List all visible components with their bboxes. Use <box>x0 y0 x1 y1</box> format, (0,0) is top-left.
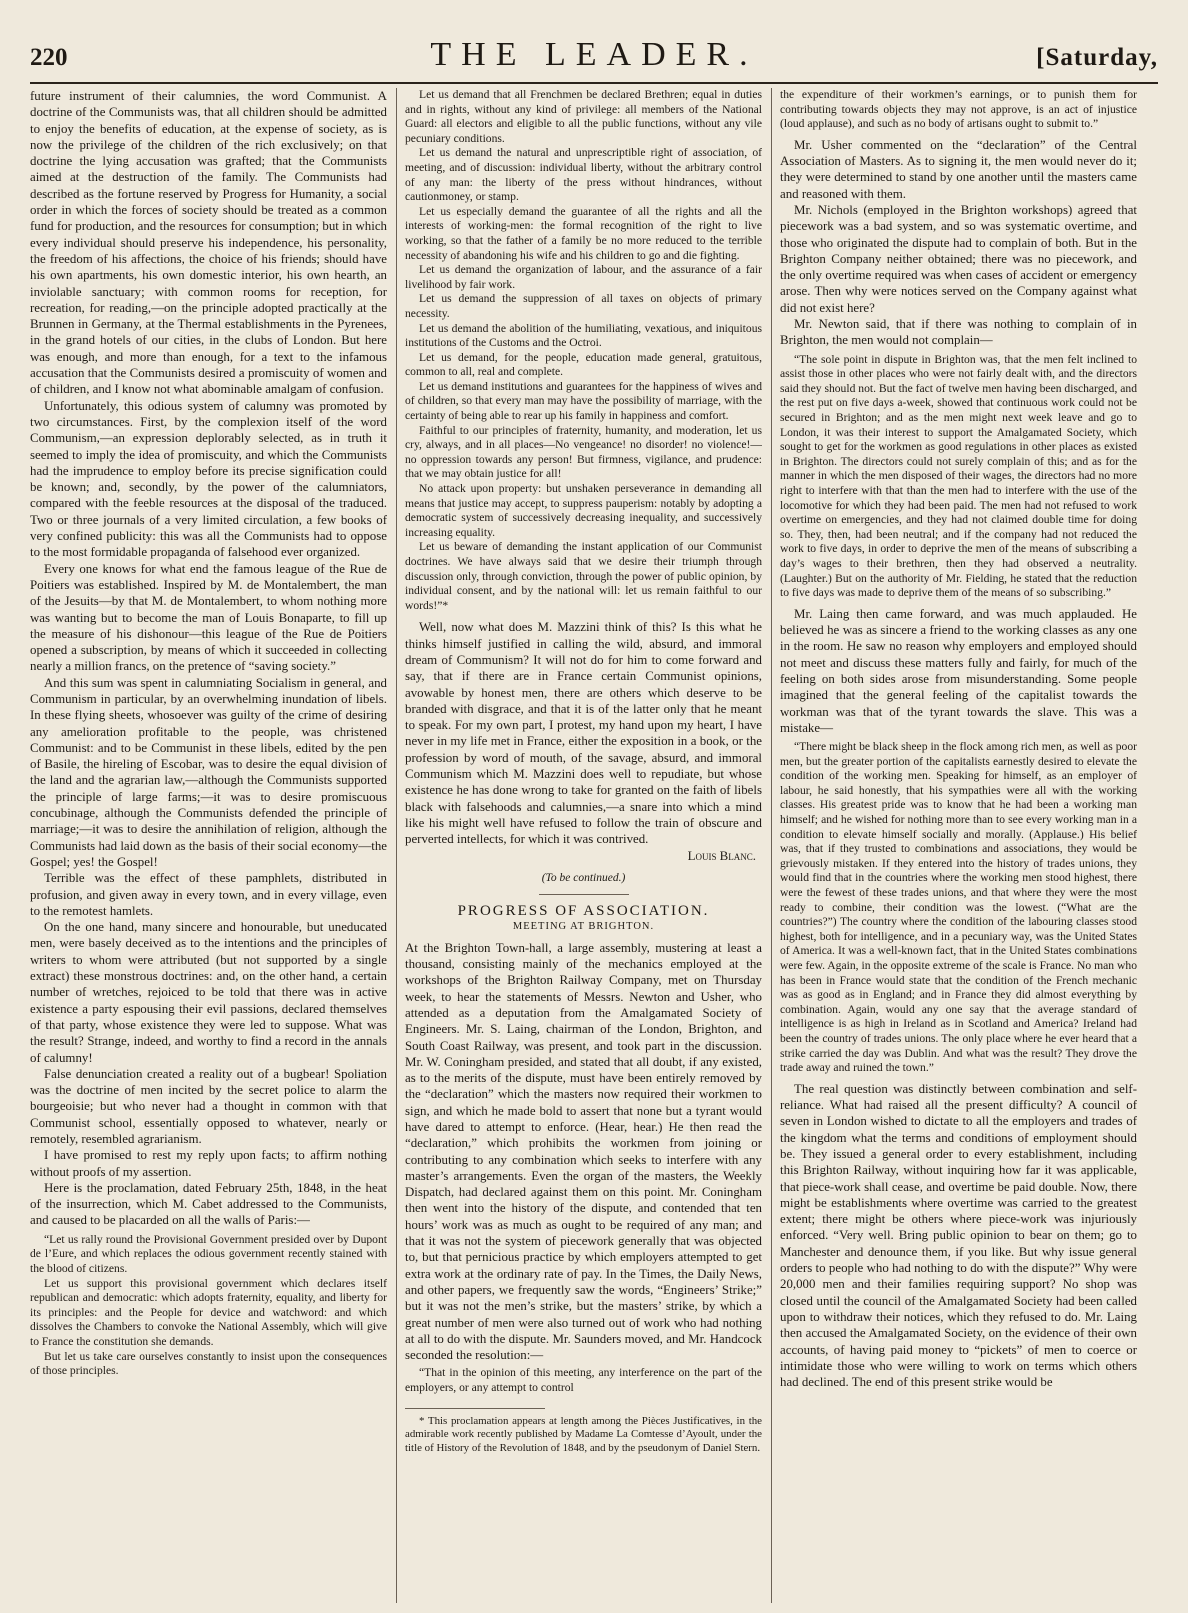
article-subheading: MEETING AT BRIGHTON. <box>512 921 655 933</box>
proclamation-quote: Let us beware of demanding the instant application of our Communist doctrines. We have always said that we desire their triumph through discussion only, through conviction, through the power of public opinion, by individual consent, and by the national will: let us remain faithful to our words!”* <box>405 540 762 612</box>
section-separator <box>539 894 629 895</box>
proclamation-quote: Let us demand institutions and guarantees for the happiness of wives and of children, so that every man may have the possibility of marriage, with the certainty of being able to rear up his family in happiness and comfort. <box>405 379 762 423</box>
paragraph: Unfortunately, this odious system of calumny was promoted by two circumstances. First, by the complexion itself of the word Communism,—an expression deplorably selected, as in truth it seemed to imply the idea of promiscuity, and which the Communists had the imprudence to employ before its precise signification could be known; and, secondly, by the power of the calumniators, compared with the feeble resources at the disposal of the traduced. Two or three journals of a very limited circulation, a few books of very confined publicity: this was all the Communists had to oppose to the most formidable propaganda of falsehood ever organized. <box>30 398 387 560</box>
proclamation-quote: No attack upon property: but unshaken perseverance in demanding all means that justice may accept, to suppress pauperism: notably by adopting a democratic system of successively decreasing inequality, and successively increasing equality. <box>405 482 762 539</box>
paragraph: Well, now what does M. Mazzini think of this? Is this what he thinks himself justified in calling the wild, absurd, and immoral dream of Communism? It will not do for him to come forward and say, that if there are in France certain Communist opinions, avowable by honest men, there are others which deserve to be branded with disgrace, and that it is of the latter only that he meant to speak. For my own part, I protest, my hand upon my heart, I have never in my life met in France, either the exposition in a book, or the profession by word of mouth, of the savage, absurd, and immoral Communism which M. Mazzini does well to repudiate, but whose existence he has done wrong to take for granted on the faith of libels black with falsehoods and calumnies,—a snare into which a mind like his might well have refused to follow the train of obscure and perverted intellects, for which it was contrived. <box>405 620 762 847</box>
paragraph: False denunciation created a reality out of a bugbear! Spoliation was the doctrine of men incited by the secret police to alarm the bourgeoisie; but who never had a thought in common with that Communist school, essentially opposed to whatever, nearly or remotely, resembled agrarianism. <box>30 1066 387 1146</box>
footnote-rule <box>405 1408 545 1409</box>
paragraph: Mr. Usher commented on the “declaration” of the Central Association of Masters. As to signing it, the men would never do it; they were determined to stand by one another until the masters came and reasoned with them. <box>780 137 1137 201</box>
resolution-quote: the expenditure of their workmen’s earnings, or to punish them for contributing towards objects they may not approve, is an act of injustice (loud applause), and such as no body of artisans ought to submit to.” <box>780 88 1137 131</box>
footnote: * This proclamation appears at length among the Pièces Justificatives, in the admirable work recently published by Madame La Comtesse d’Ayoult, under the title of History of the Revolution of 1848, and by the pseudonym of Daniel Stern. <box>405 1414 762 1454</box>
speech-quote: “The sole point in dispute in Brighton was, that the men felt inclined to assist those in other places who were not fairly dealt with, and the directors said they should not. But the fact of twelve men having been discharged, and the rest put on five days a-week, showed that continuous work could not be secured in Brighton; and as the men might next week leave and go to London, it was their interest to support the Amalgamated Society, which sought to get for the workmen as good regulations in other places as existed in Brighton. The directors could not surely complain of this; and as for the manner in which the men disposed of their wages, the directors had no more right to interfere with that than the men had to interfere with the use of the locomotive for which they had been paid. The men had not refused to work overtime on emergencies, and they had not claimed double time for doing so. They, then, had been neutral; and if the company had not reduced the work to five days, in order to deprive the men of the means of subscribing a day’s wages to their brethren, then they had observed a neutrality. (Laughter.) But on the authority of Mr. Fielding, he stated that the reduction to five days was made to deprive them of the means of so subscribing.” <box>780 352 1137 600</box>
paragraph: The real question was distinctly between combination and self-reliance. What had raised all the present difficulty? A council of seven in London wished to dictate to all the employers and trades of the kingdom what the terms and conditions of employment should be. They issued a general order to every establishment, including this Brighton Railway, without inquiring how far it was applicable, that piece-work shall cease, and overtime be paid double. Now, there might be establishments where overtime was carried to the greatest extent; there might be others where piece-work was injuriously enforced. “Very well. Bring public opinion to bear on them; go to Manchester and denounce them, if you like. But why issue general orders to people who had nothing to do with the dispute?” Why were 20,000 men and their families requiring support? No shop was closed until the council of the Amalgamated Society had been called upon to withdraw their notices, which they refused to do. Mr. Laing then accused the Amalgamated Society, on the evidence of their own accounts, of having paid money to “pickets” of men to coerce or intimidate those who were willing to work on terms which others had declined. The end of this present strike would be <box>780 1081 1137 1390</box>
paragraph: future instrument of their calumnies, the word Communist. A doctrine of the Communists was, that all children should be admitted to enjoy the benefits of education, at the expense of society, as is now the privilege of the children of the rich exclusively; on that doctrine the lying accusation was grafted; that the Communists aimed at the destruction of the family. The Communists had described as the fortune reserved by Progress for Humanity, a social order in which the forces of society should be treated as a common fund for production, and the resources for consumption; but in which every individual should preserve his independence, his personality, the freedom of his affections, the choice of his friends; should have his own apartments, his own domestic interior, his own hearth, an inviolable sanctuary; with common rooms for reception, for recreation, for reading,—on the principle adopted practically at the Brunnen in Germany, at the Thermal establishments in the Pyrenees, in the grand hotels of our cities, in the clubs of London. But here was enough, and more than enough, for a text to the infamous accusation that the Communists desired a promiscuity of women and of children, and I know not what abominable amalgam of confusion. <box>30 89 387 397</box>
article-heading: PROGRESS OF ASSOCIATION. <box>457 903 710 920</box>
paragraph: Here is the proclamation, dated February 25th, 1848, in the heat of the insurrection, which M. Cabet addressed to the Communists, and caused to be placarded on all the walls of Paris:— <box>30 1180 387 1228</box>
proclamation-quote: Faithful to our principles of fraternity, humanity, and moderation, let us cry, always, and in all places—No vengeance! no disorder! no violence!—no oppression towards any person! But firmness, vigilance, and prudence: that we may obtain justice for all! <box>405 423 762 481</box>
paragraph: Mr. Newton said, that if there was nothing to complain of in Brighton, the men would not complain— <box>780 317 1137 348</box>
proclamation-quote: Let us demand the organization of labour, and the assurance of a fair livelihood by fair work. <box>405 263 762 291</box>
column-2 <box>405 88 762 1608</box>
paragraph: And this sum was spent in calumniating Socialism in general, and Communism in particular, by an overwhelming inundation of libels. In these flying sheets, whosoever was guilty of the crime of desiring any amelioration profitable to the people, was christened Communist: and to be Communist in these libels, edited by the pen of Basile, the hireling of Escobar, was to desire the equal division of the land and the agrarian law,—although the Communists supported the principle of large farms;—it was to desire promiscuous concubinage, although the Communists defended the principle of marriage;—it was to desire the annihilation of religion, although the Communists had laid down as the basis of their social economy—the Gospel; yes! the Gospel! <box>30 675 387 869</box>
proclamation-quote: Let us demand the suppression of all taxes on objects of primary necessity. <box>405 292 762 320</box>
proclamation-quote: Let us support this provisional government which declares itself republican and democratic: which adopts fraternity, equality, and liberty for its principles: and the People for device and watchword: and which dissolves the Chambers to convoke the National Assembly, which will give to France the constitution she demands. <box>30 1276 387 1348</box>
resolution-quote: “That in the opinion of this meeting, any interference on the part of the employers, or any attempt to control <box>405 1366 762 1395</box>
masthead <box>30 20 1158 82</box>
proclamation-quote: Let us demand, for the people, education made general, gratuitous, common to all, real and complete. <box>405 350 762 379</box>
issue-day: [Saturday, <box>1036 44 1158 71</box>
column-3 <box>780 88 1137 1608</box>
proclamation-quote: Let us demand that all Frenchmen be declared Brethren; equal in duties and in rights, without any kind of privilege: all members of the National Guard: all electors and eligible to all the public functions, without any vile pecuniary conditions. <box>405 88 762 145</box>
proclamation-quote: “Let us rally round the Provisional Government presided over by Dupont de l’Eure, and which replaces the odious government recently stained with the blood of citizens. <box>30 1232 387 1275</box>
paragraph: Terrible was the effect of these pamphlets, distributed in profusion, and given away in every town, and in every village, even to the remotest hamlets. <box>30 871 387 918</box>
paragraph: Mr. Nichols (employed in the Brighton workshops) agreed that piecework was a bad system, and so was systematic overtime, and those who originated the dispute had to complain of both. But in the Brighton Company neither obtained; there was no piecework, and the only overtime required was when cases of accident or emergency arose. Then why were notices served on the Company against what did not exist here? <box>780 202 1137 315</box>
paragraph: On the one hand, many sincere and honourable, but uneducated men, were basely deceived as to the intentions and the principles of writers to whom were attributed (but not supported by a single extract) these monstrous doctrines: and, on the other hand, a certain number of wretches, rejoiced to be told that there was in active existence a party espousing their evil passions, declared themselves of that party, whose existence they were led to suppose. What was the result? Strange, indeed, and worthy to find a record in the annals of calumny! <box>30 920 387 1065</box>
proclamation-quote: Let us especially demand the guarantee of all the rights and all the interests of working-men: the formal recognition of the right to live working, so that the father of a family be no more reduced to the terrible necessity of abandoning his wife and his children to go and die fighting. <box>405 204 762 262</box>
continued-note: (To be continued.) <box>541 871 626 884</box>
column-1 <box>30 88 387 1608</box>
paragraph: Every one knows for what end the famous league of the Rue de Poitiers was established. Inspired by M. de Montalembert, the man of the Jesuits—by that M. de Montalembert, to whom nothing more was wanting but to become the man of Louis Bonaparte, to fill up the measure of his dishonour—this league of the Rue de Poitiers opened a subscription, by means of which it succeeded in collecting nearly a million francs, on the pretence of “saving society.” <box>30 561 387 674</box>
paragraph: Mr. Laing then came forward, and was much applauded. He believed he was as sincere a friend to the working classes as any one in the room. He saw no reason why employers and employed should not meet and discuss these matters fully and fairly, for much of the feeling on both sides arose from misunderstanding. Some people imagined that the general feeling of the capitalist towards the workman was that of the tyrant towards the slave. This was a mistake— <box>780 606 1137 735</box>
proclamation-quote: But let us take care ourselves constantly to insist upon the consequences of those principles. <box>30 1349 387 1378</box>
column-divider-2 <box>771 88 772 1603</box>
speech-quote: “There might be black sheep in the flock among rich men, as well as poor men, but the greater portion of the capitalists earnestly desired to elevate the condition of the working men. Speaking for himself, as an employer of labour, he said honestly, that his sympathies were all with the working classes. His greatest pride was to know that he had been a working man himself; and he wished for nothing more than to see every working man in a condition to elevate himself socially and morally. (Applause.) His belief was, that if they trusted to combinations and associations, they would be grievously mistaken. If they entered into the history of trades unions, they would find that in the countries where the working men stood highest, there were the fewest of these trades unions, and that where they were the most ready to combine, their condition was the lowest. (“What are the countries?”) The country where the condition of the labouring classes stood highest, both for intelligence, and in a pecuniary way, was the United States of America. It was a well-known fact, that in the United States combinations were few. Again, in the opposite extreme of the scale is France. No man who has been in France would state that the condition of the French mechanic was as good as in England; and in France they did almost everything by combination. Again, would any one say that the average standard of intelligence is as high in Ireland as in Scotland and America? Ireland had been the country of trades unions. The only place where he ever heard that a strike carried the day was Dublin. And what was the result? They drove the trade away and ruined the town.” <box>780 740 1137 1075</box>
author-signature: Louis Blanc. <box>687 848 756 863</box>
header-rule <box>30 82 1158 84</box>
column-divider-1 <box>396 88 397 1603</box>
newspaper-title: THE LEADER. <box>430 36 758 73</box>
paragraph: I have promised to rest my reply upon facts; to affirm nothing without proofs of my assertion. <box>30 1148 387 1179</box>
paragraph: At the Brighton Town-hall, a large assembly, mustering at least a thousand, consisting mainly of the mechanics employed at the workshops of the Brighton Railway Company, met on Thursday week, to hear the statements of Messrs. Newton and Usher, who attended as a deputation from the Amalgamated Society of Engineers. Mr. S. Laing, chairman of the London, Brighton, and South Coast Railway, was present, and took part in the discussion. Mr. W. Coningham presided, and stated that all doubt, if any existed, as to the merits of the dispute, must have been entirely removed by the “declaration” which the masters now required their workmen to sign, and which he made bold to assert that none but a tyrant would have dared to attempt to enforce. (Hear, hear.) He then read the “declaration,” which prohibits the workmen from joining or contributing to any combination which seeks to interfere with any master’s arrangements. Even the organ of the masters, the Weekly Dispatch, had declared against them on this point. Mr. Coningham then went into the history of the dispute, and contended that ten hours’ work was as much as ought to be required of any man; and that it was not the system of piecework generally that was objected to, but that pernicious practice by which employers attempted to get extra work at the ordinary rate of pay. In the Times, the Daily News, and other papers, we frequently saw the words, “Engineers’ Strike;” but it was not the men’s strike, but the masters’ strike, by which a great number of men were also turned out of work who had nothing at all to do with the dispute. Mr. Saunders moved, and Mr. Handcock seconded the resolution:— <box>405 940 762 1363</box>
proclamation-quote: Let us demand the natural and unprescriptible right of association, of meeting, and of discussion: individual liberty, without the arbitrary control of any man: the liberty of the press without hindrances, without cautionmoney, or stamp. <box>405 146 762 204</box>
page-number: 220 <box>30 44 68 71</box>
proclamation-quote: Let us demand the abolition of the humiliating, vexatious, and iniquitous institutions of the Customs and the Octroi. <box>405 321 762 350</box>
